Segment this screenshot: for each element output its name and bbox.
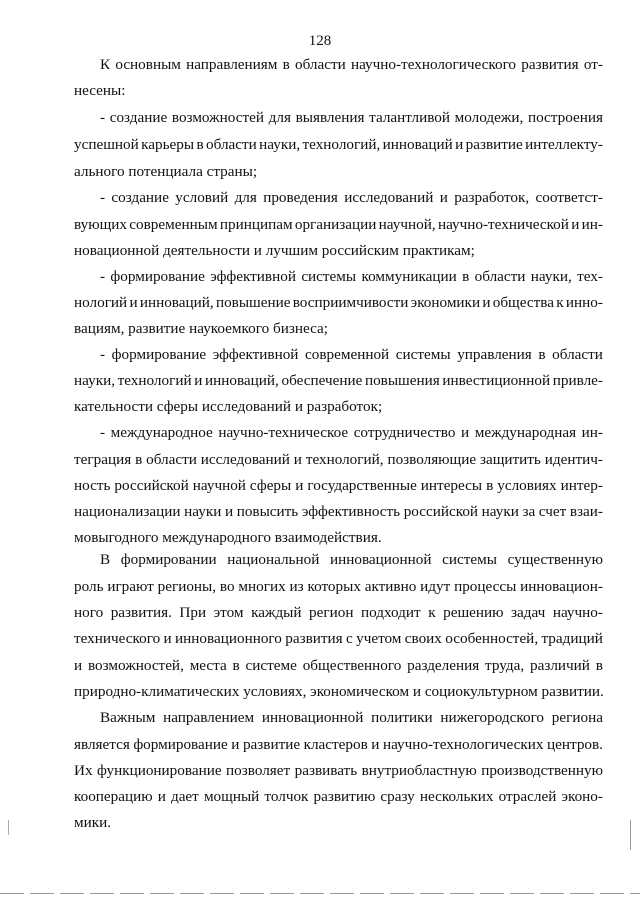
text-line: ального потенциала страны;: [74, 163, 258, 180]
text-line: ность российской научной сферы и государственные интересы в условиях интер-: [74, 477, 603, 494]
text-line: Их функционирование позволяет развивать внутриобластную производственную: [74, 762, 603, 779]
text-line: национализации науки и повысить эффективность российской науки за счет взаи-: [74, 503, 603, 520]
text-line: роль играют регионы, во многих из которых активно идут процессы инновацион-: [74, 578, 603, 595]
text-line: и возможностей, места в системе общественного разделения труда, различий в: [74, 657, 603, 674]
text-line: технического и инновационного развития с учетом своих особенностей, традиций: [74, 630, 603, 647]
scan-artifact-right: [630, 820, 631, 850]
page-number: 128: [308, 33, 332, 49]
text-line: науки, технологий и инноваций, обеспечение повышения инвестиционной привле-: [74, 372, 603, 389]
text-line: - международное научно-техническое сотрудничество и международная ин-: [100, 424, 603, 441]
text-line: - формирование эффективной системы коммуникации в области науки, тех-: [100, 268, 603, 285]
text-line: кательности сферы исследований и разработок;: [74, 398, 383, 415]
text-line: успешной карьеры в области науки, технологий, инноваций и развитие интеллекту-: [74, 136, 603, 153]
text-line: кооперацию и дает мощный толчок развитию сразу нескольких отраслей эконо-: [74, 788, 603, 805]
text-line: теграция в области исследований и технологий, позволяющие защитить идентич-: [74, 451, 603, 468]
text-line: К основным направлениям в области научно-технологического развития от-: [100, 56, 603, 73]
text-line: вующих современным принципам организации научной, научно-технической и ин-: [74, 216, 603, 233]
text-line: природно-климатических условиях, экономическом и социокультурном развитии.: [74, 683, 604, 700]
text-line: - создание условий для проведения исследований и разработок, соответст-: [100, 189, 603, 206]
text-line: несены:: [74, 82, 126, 99]
scan-artifact-bottom: [0, 893, 640, 894]
text-line: - создание возможностей для выявления талантливой молодежи, построения: [100, 109, 603, 126]
text-line: мики.: [74, 814, 112, 831]
scan-artifact-left: [8, 820, 9, 835]
text-line: является формирование и развитие кластеров и научно-технологических центров.: [74, 736, 603, 753]
text-line: вациям, развитие наукоемкого бизнеса;: [74, 320, 328, 337]
text-line: ного развития. При этом каждый регион подходит к решению задач научно-: [74, 604, 603, 621]
text-line: мовыгодного международного взаимодействия.: [74, 529, 382, 546]
text-line: новационной деятельности и лучшим российским практикам;: [74, 242, 475, 259]
text-line: Важным направлением инновационной политики нижегородского региона: [100, 709, 603, 726]
text-line: нологий и инноваций, повышение восприимчивости экономики и общества к инно-: [74, 294, 603, 311]
text-line: В формировании национальной инновационной системы существенную: [100, 551, 603, 568]
text-line: - формирование эффективной современной системы управления в области: [100, 346, 603, 363]
